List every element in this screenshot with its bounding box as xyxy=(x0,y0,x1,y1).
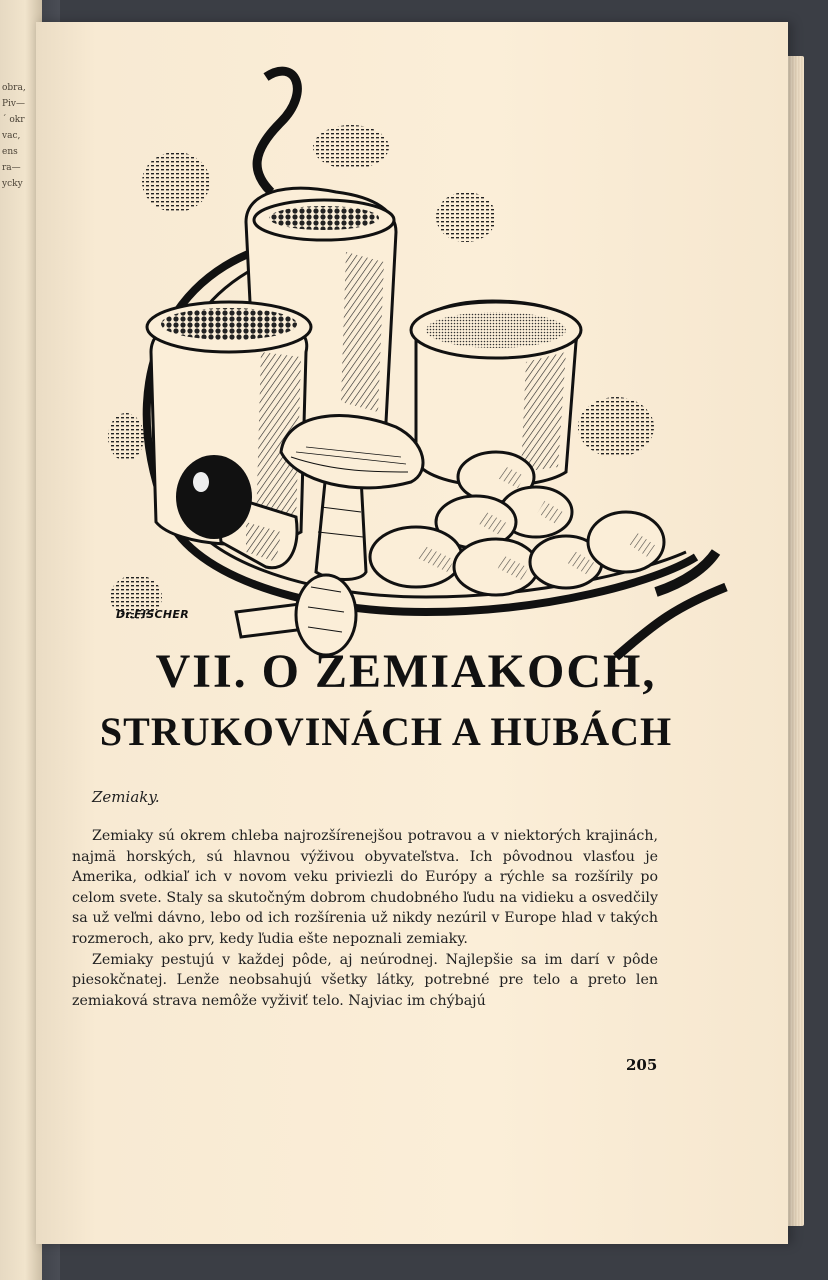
chapter-title xyxy=(76,642,716,762)
body-text xyxy=(72,826,658,1011)
dot-pattern-patch xyxy=(578,397,654,457)
chapter-title-line-2: STRUKOVINÁCH A HUBÁCH xyxy=(99,709,673,754)
paragraph: Zemiaky pestujú v každej pôde, aj neúrodnej. Najlepšie sa im darí v pôde piesokčnatej. Lenže neobsahujú všetky látky, potrebné pre telo a preto len zemiaková strava nemôže vyživiť telo. Najviac im chýbajú xyxy=(72,951,658,1009)
facing-page-fragment: ens xyxy=(2,147,18,157)
dot-pattern-patch xyxy=(108,413,144,461)
facing-page-fragment: ´ okr xyxy=(2,115,25,125)
facing-page-fragment: ra— xyxy=(2,163,21,173)
paragraph: Zemiaky sú okrem chleba najrozšírenejšou potravou a v niektorých krajinách, najmä horských, sú hlavnou výživou obyvateľstva. Ich pôvodnou vlasťou je Amerika, odkiaľ ich v novom veku priviezli do Európy a rýchle sa rozšírily po celom svete. Staly sa skutočným dobrom chudobného ľudu na vidieku a osvedčily sa už veľmi dávno, lebo od ich rozšírenia už nikdy nezúril v Europe hlad v takých rozmeroch, ako prv, kedy ľudia ešte nepoznali zemiaky. xyxy=(72,828,658,947)
chapter-title-line-1: VII. O ZEMIAKOCH, xyxy=(155,645,657,698)
dot-pattern-patch xyxy=(142,152,210,212)
facing-page-fragment: obra, xyxy=(2,83,26,93)
page-number: 205 xyxy=(626,1056,658,1074)
illustration-sacks-mushrooms-potatoes xyxy=(96,52,736,662)
dot-pattern-patch xyxy=(436,192,496,242)
dot-pattern-patch xyxy=(313,125,389,169)
book-page xyxy=(36,22,788,1244)
illustrator-signature: Dr.FISCHER xyxy=(116,608,189,621)
facing-page-fragment: vac, xyxy=(2,131,21,141)
facing-page-fragment: Piv— xyxy=(2,99,26,109)
section-heading: Zemiaky. xyxy=(92,788,160,806)
facing-page-text xyxy=(2,80,40,192)
facing-page-fragment: ycky xyxy=(2,179,23,189)
ribbon-line xyxy=(257,71,297,192)
